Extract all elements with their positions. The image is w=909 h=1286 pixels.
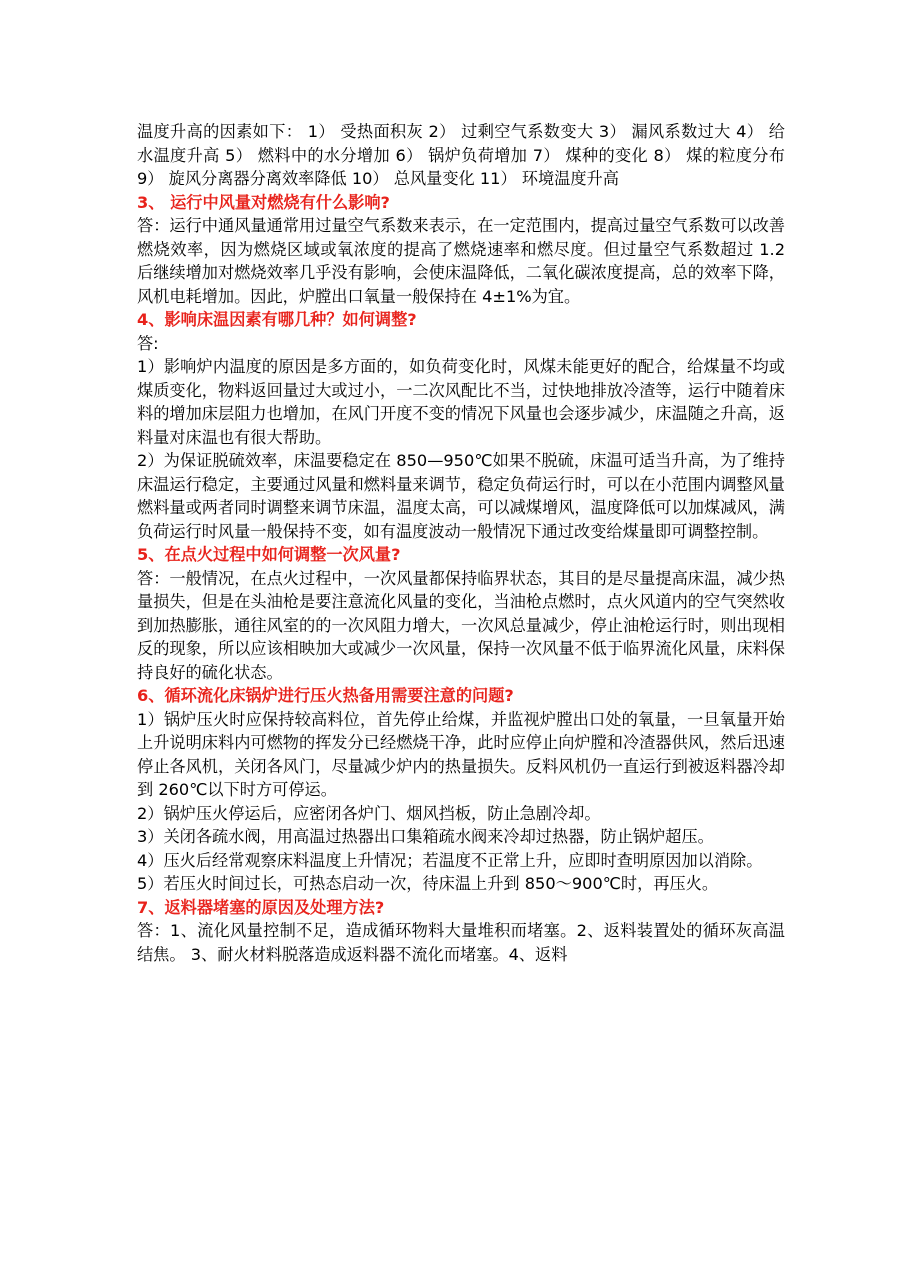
paragraph-answer-q7: 答：1、流化风量控制不足，造成循环物料大量堆积而堵塞。2、返料装置处的循环灰高温结焦。 3、耐火材料脱落造成返料器不流化而堵塞。4、返料 [137,921,785,964]
paragraph-q4-point-1: 1）影响炉内温度的原因是多方面的，如负荷变化时，风煤未能更好的配合，给煤量不均或煤质变化，物料返回量过大或过小，一二次风配比不当，过快地排放冷渣等，运行中随着床料的增加床层阻力也增加，在风门开度不变的情况下风量也会逐步减少，床温随之升高，返料量对床温也有很大帮助。 [137,357,785,447]
paragraph-q6-point-3: 3）关闭各疏水阀，用高温过热器出口集箱疏水阀来冷却过热器，防止锅炉超压。 [137,827,714,846]
paragraph-q6-point-5: 5）若压火时间过长，可热态启动一次，待床温上升到 850～900℃时，再压火。 [137,874,719,893]
heading-q3: 3、 运行中风量对燃烧有什么影响? [137,192,390,212]
paragraph-q4-point-2: 2）为保证脱硫效率，床温要稳定在 850—950℃如果不脱硫，床温可适当升高，为了维持床温运行稳定，主要通过风量和燃料量来调节，稳定负荷运行时，可以在小范围内调整风量燃料量或两者同时调整来调节床温，温度太高，可以减煤增风，温度降低可以加煤减风，满负荷运行时风量一般保持不变，如有温度波动一般情况下通过改变给煤量即可调整控制。 [137,451,785,541]
heading-q7: 7、返料器堵塞的原因及处理方法? [137,897,385,917]
paragraph-q6-point-1: 1）锅炉压火时应保持较高料位，首先停止给煤，并监视炉膛出口处的氧量，一旦氧量开始上升说明床料内可燃物的挥发分已经燃烧干净，此时应停止向炉膛和冷渣器供风，然后迅速停止各风机，关闭各风门，尽量减少炉内的热量损失。反料风机仍一直运行到被返料器冷却到 260℃以下时方可停运。 [137,709,785,799]
heading-q5: 5、在点火过程中如何调整一次风量? [137,545,401,564]
heading-q4: 4、影响床温因素有哪几种？如何调整? [137,310,417,329]
heading-q6: 6、循环流化床锅炉进行压火热备用需要注意的问题? [137,686,514,705]
paragraph-q6-point-2: 2）锅炉压火停运后，应密闭各炉门、烟风挡板，防止急剧冷却。 [137,803,601,823]
document-page [137,120,785,966]
paragraph-q6-point-4: 4）压火后经常观察床料温度上升情况；若温度不正常上升，应即时查明原因加以消除。 [137,850,763,870]
paragraph-answer-q5: 答：一般情况，在点火过程中，一次风量都保持临界状态，其目的是尽量提高床温，减少热量损失，但是在头油枪是要注意流化风量的变化，当油枪点燃时，点火风道内的空气突然收到加热膨胀，通往风室的的一次风阻力增大，一次风总量减少，停止油枪运行时，则出现相反的现象，所以应该相映加大或减少一次风量，保持一次风量不低于临界流化风量，床料保持良好的硫化状态。 [137,568,785,682]
paragraph-temperature-factors: 温度升高的因素如下： 1） 受热面积灰 2） 过剩空气系数变大 3） 漏风系数过大 4） 给水温度升高 5） 燃料中的水分增加 6） 锅炉负荷增加 7） 煤种的变化 8） 煤的粒度分布 9） 旋风分离器分离效率降低 10） 总风量变化 11） 环境温度升高 [137,122,785,188]
paragraph-answer-label-q4: 答: [137,333,159,353]
paragraph-answer-q3: 答：运行中通风量通常用过量空气系数来表示，在一定范围内，提高过量空气系数可以改善燃烧效率，因为燃烧区域或氧浓度的提高了燃烧速率和燃尽度。但过量空气系数超过 1.2 后继续增加对燃烧效率几乎没有影响，会使床温降低，二氧化碳浓度提高，总的效率下降，风机电耗增加。因此，炉膛出口氧量一般保持在 4±1%为宜。 [137,216,785,306]
